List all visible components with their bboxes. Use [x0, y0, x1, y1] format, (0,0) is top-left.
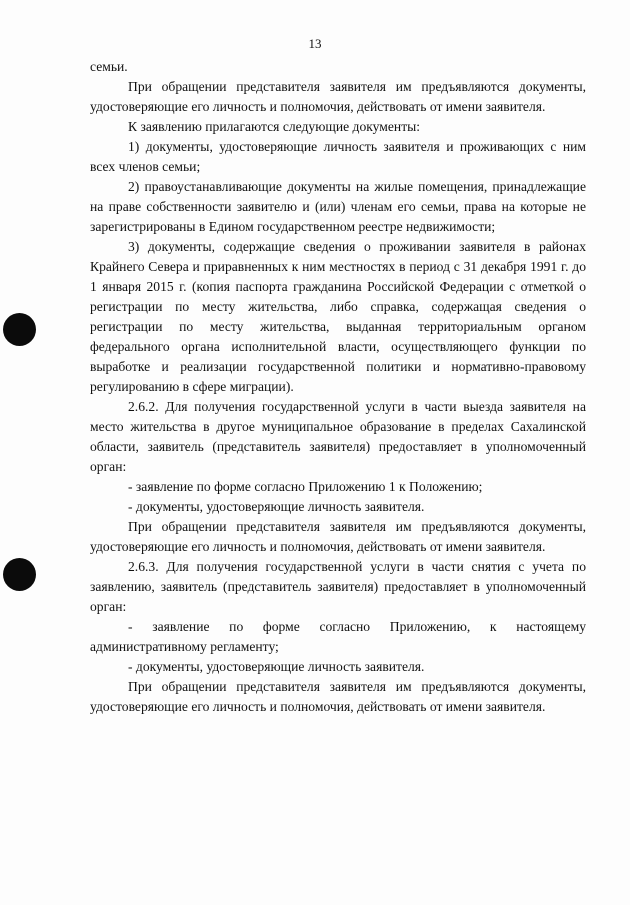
- section-2-6-3: 2.6.3. Для получения государственной услуги в части снятия с учета по заявлению, заявитель (представитель заявителя) предоставляет в уполномоченный орган:: [90, 559, 586, 614]
- page-number: 13: [308, 36, 322, 51]
- paragraph-representative: При обращении представителя заявителя им предъявляются документы, удостоверяющие его личность и полномочия, действовать от имени заявителя.: [90, 519, 586, 554]
- punch-hole-mark: [3, 313, 36, 346]
- paragraph-representative: При обращении представителя заявителя им предъявляются документы, удостоверяющие его личность и полномочия, действовать от имени заявителя.: [90, 679, 586, 714]
- list-item-identity: - документы, удостоверяющие личность заявителя.: [128, 659, 425, 674]
- paragraph-representative: При обращении представителя заявителя им предъявляются документы, удостоверяющие его личность и полномочия, действовать от имени заявителя.: [90, 79, 586, 114]
- list-item-title-docs: 2) правоустанавливающие документы на жилые помещения, принадлежащие на праве собственности заявителю и (или) членам его семьи, права на которые не зарегистрированы в Едином государственном реестре недвижимости;: [90, 179, 586, 234]
- paragraph-continuation: семьи.: [90, 59, 128, 74]
- list-item-application-form: - заявление по форме согласно Приложению, к настоящему административному регламенту;: [90, 619, 586, 654]
- document-body: [90, 57, 586, 717]
- list-item-residence-docs: 3) документы, содержащие сведения о проживании заявителя в районах Крайнего Севера и приравненных к ним местностях в период с 31 декабря 1991 г. до 1 января 2015 г. (копия паспорта гражданина Российской Федерации с отметкой о регистрации по месту жительства, либо справка, содержащая сведения о регистрации по месту жительства, выданная территориальным органом федерального органа исполнительной власти, осуществляющего функции по выработке и реализации государственной политики и нормативно-правовому регулированию в сфере миграции).: [90, 239, 586, 394]
- section-2-6-2: 2.6.2. Для получения государственной услуги в части выезда заявителя на место жительства в другое муниципальное образование в пределах Сахалинской области, заявитель (представитель заявителя) предоставляет в уполномоченный орган:: [90, 399, 586, 474]
- list-item-identity: - документы, удостоверяющие личность заявителя.: [128, 499, 425, 514]
- list-item-identity-docs: 1) документы, удостоверяющие личность заявителя и проживающих с ним всех членов семьи;: [90, 139, 586, 174]
- punch-hole-mark: [3, 558, 36, 591]
- list-item-application-form: - заявление по форме согласно Приложению 1 к Положению;: [128, 479, 483, 494]
- paragraph-attachments-intro: К заявлению прилагаются следующие документы:: [128, 119, 421, 134]
